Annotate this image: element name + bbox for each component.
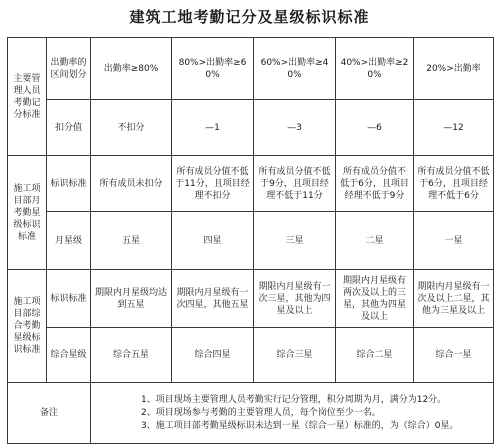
note-line: 3、施工项目部考勤星级标识未达到一星（综合一星）标准的，为（综合）0星。: [141, 420, 459, 431]
standard-cell: 期限内月星级有一次及以上二星，其他为三星及以上: [414, 270, 494, 328]
standard-cell: 期限内月星级有两次及以上的三星，其他为四星及以上: [336, 270, 414, 328]
standard-cell: 期限内月星级有一次三星，其他为四星及以上: [254, 270, 336, 328]
star-cell: 综合一星: [414, 328, 494, 383]
star-cell: 四星: [172, 212, 254, 270]
deduction-cell: —3: [254, 100, 336, 156]
table-row: [8, 38, 494, 100]
standard-label: 标识标准: [47, 270, 91, 328]
standard-cell: 所有成员分值不低于11分，且项目经理不扣分: [172, 156, 254, 212]
deduction-cell: —12: [414, 100, 494, 156]
standard-cell: 期限内月星级均达到五星: [91, 270, 172, 328]
range-cell: 80%>出勤率≥60%: [172, 38, 254, 100]
standard-cell: 期限内月星级有一次四星，其他五星: [172, 270, 254, 328]
range-cell: 20%>出勤率: [414, 38, 494, 100]
range-cell: 出勤率≥80%: [91, 38, 172, 100]
deduction-cell: —6: [336, 100, 414, 156]
row-group-label-manager-scoring: 主要管理人员考勤记分标准: [8, 38, 47, 156]
star-label: 月星级: [47, 212, 91, 270]
standard-cell: 所有成员分值不低于6分，且项目经理不低于6分: [414, 156, 494, 212]
star-cell: 综合三星: [254, 328, 336, 383]
table-row: [8, 212, 494, 270]
table-row: [8, 328, 494, 383]
standard-cell: 所有成员分值不低于9分，且项目经理不低于11分: [254, 156, 336, 212]
standard-cell: 所有成员未扣分: [91, 156, 172, 212]
row-group-label-monthly-star: 施工项目部月考勤星级标识标准: [8, 156, 47, 270]
document-title: 建筑工地考勤记分及星级标识标准: [129, 8, 370, 26]
table-row: [8, 383, 494, 444]
star-cell: 三星: [254, 212, 336, 270]
attendance-standard-table: [7, 37, 494, 444]
deduction-cell: —1: [172, 100, 254, 156]
deduction-cell: 不扣分: [91, 100, 172, 156]
star-cell: 一星: [414, 212, 494, 270]
standard-cell: 所有成员分值不低于6分，且项目经理不低于9分: [336, 156, 414, 212]
notes-content: [91, 383, 494, 444]
note-line: 1、项目现场主要管理人员考勤实行记分管理，积分周期为月，满分为12分。: [141, 394, 447, 405]
table-row: [8, 156, 494, 212]
star-cell: 二星: [336, 212, 414, 270]
table-row: [8, 100, 494, 156]
star-cell: 综合四星: [172, 328, 254, 383]
range-cell: 60%>出勤率≥40%: [254, 38, 336, 100]
interval-label: 出勤率的区间划分: [47, 38, 91, 100]
note-line: 2、项目现场参与考勤的主要管理人员，每个岗位至少一名。: [141, 407, 381, 418]
row-group-label-comprehensive-star: 施工项目部综合考勤星级标识标准: [8, 270, 47, 383]
star-label: 综合星级: [47, 328, 91, 383]
star-cell: 综合二星: [336, 328, 414, 383]
range-cell: 40%>出勤率≥20%: [336, 38, 414, 100]
table-row: [8, 270, 494, 328]
notes-label: 备注: [8, 383, 91, 444]
deduction-label: 扣分值: [47, 100, 91, 156]
star-cell: 综合五星: [91, 328, 172, 383]
star-cell: 五星: [91, 212, 172, 270]
standard-label: 标识标准: [47, 156, 91, 212]
